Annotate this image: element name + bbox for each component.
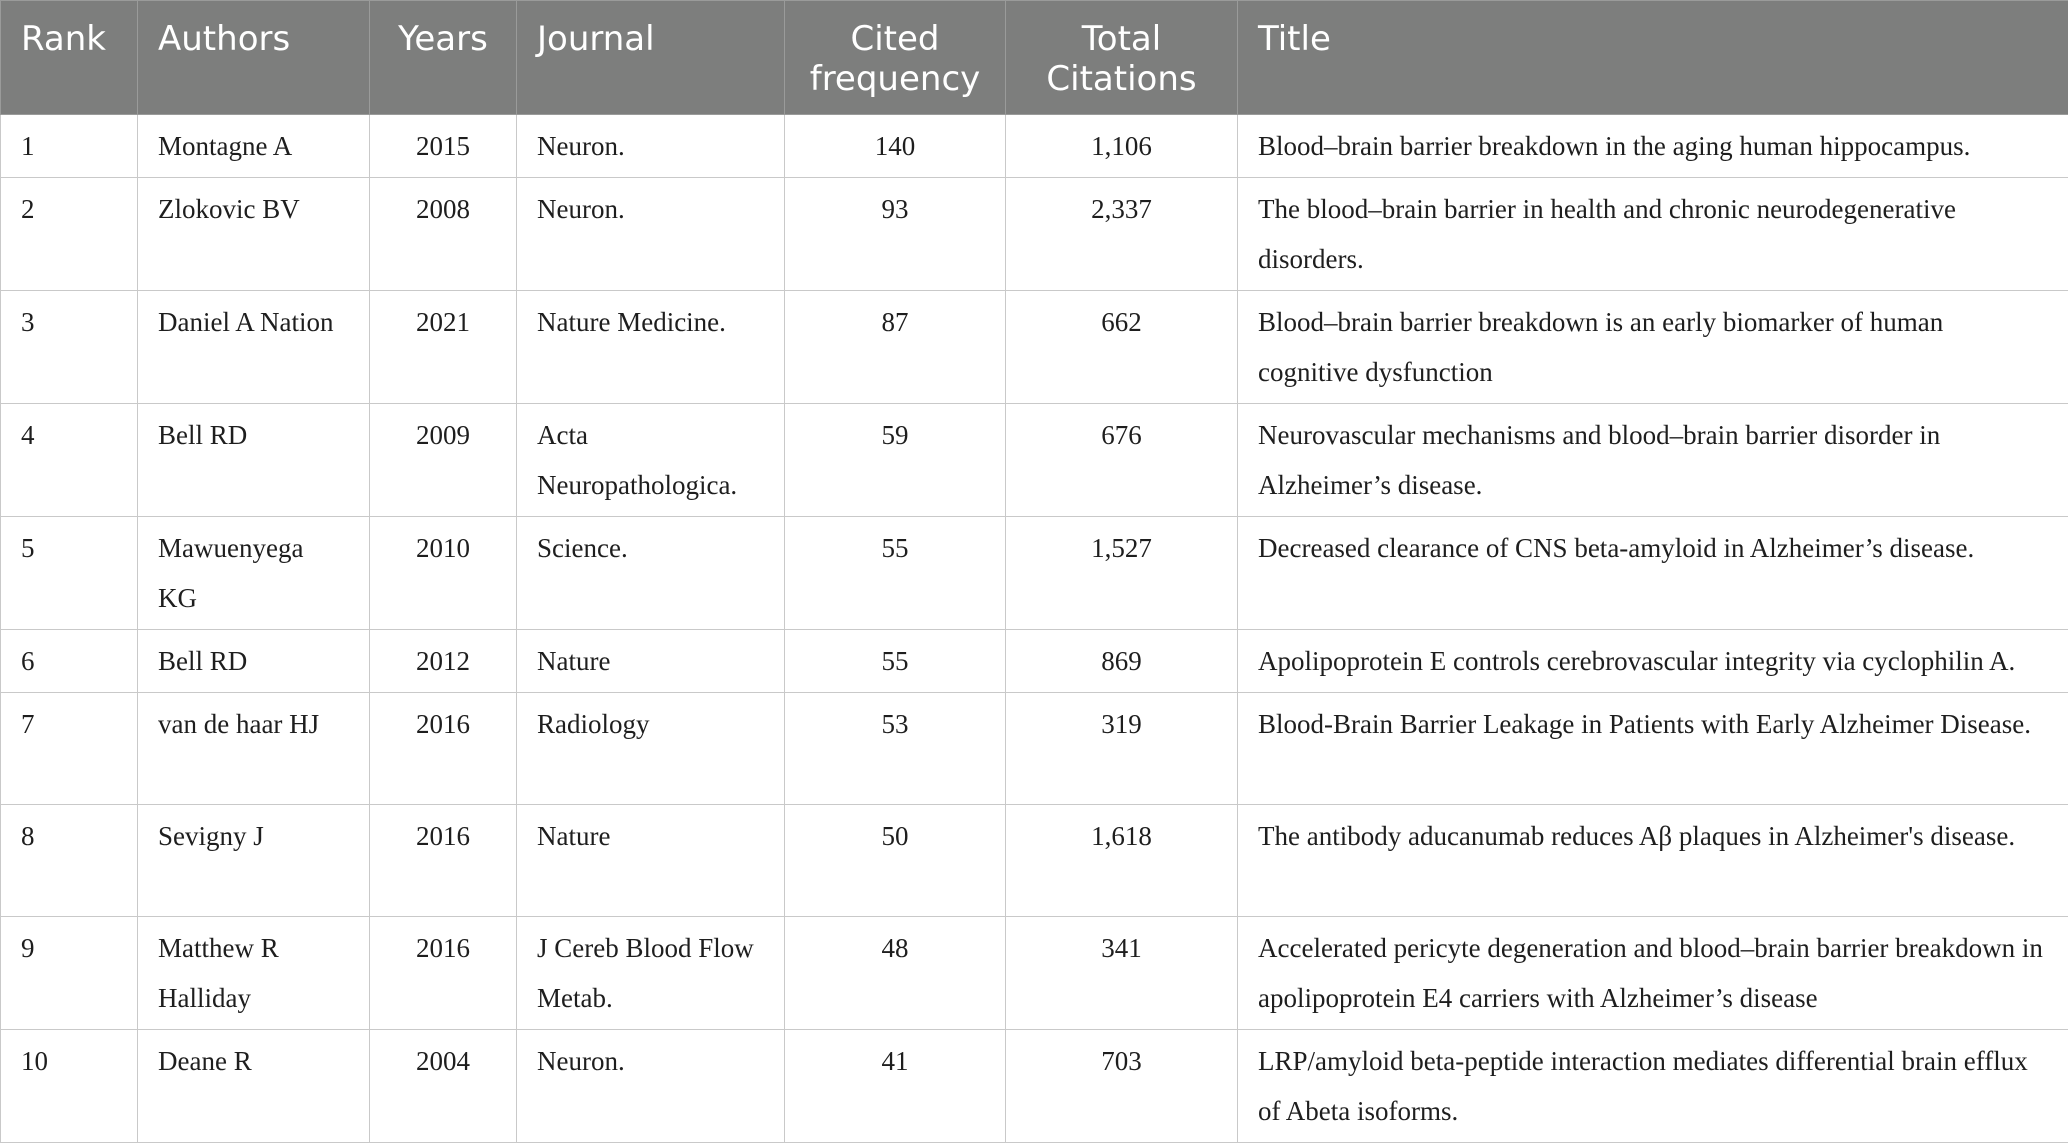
cell-authors: Montagne A <box>138 115 370 178</box>
cell-title: Blood–brain barrier breakdown is an early biomarker of human cognitive dysfunction <box>1238 291 2068 404</box>
cell-years: 2016 <box>370 917 517 1030</box>
header-authors: Authors <box>138 1 370 115</box>
table-row <box>1 404 2068 517</box>
header-total-citations: Total Citations <box>1006 1 1238 115</box>
table-row <box>1 1030 2068 1143</box>
cell-authors: van de haar HJ <box>138 693 370 805</box>
cell-title: The blood–brain barrier in health and chronic neurodegenerative disorders. <box>1238 178 2068 291</box>
cell-title: Decreased clearance of CNS beta-amyloid in Alzheimer’s disease. <box>1238 517 2068 630</box>
cell-rank: 9 <box>1 917 138 1030</box>
cell-rank: 6 <box>1 630 138 693</box>
cell-years: 2021 <box>370 291 517 404</box>
header-title: Title <box>1238 1 2068 115</box>
cell-cited-frequency: 53 <box>785 693 1006 805</box>
cell-authors: Sevigny J <box>138 805 370 917</box>
table-row <box>1 115 2068 178</box>
table-row <box>1 917 2068 1030</box>
cell-authors: Mawuenyega KG <box>138 517 370 630</box>
cell-total-citations: 1,527 <box>1006 517 1238 630</box>
cell-total-citations: 869 <box>1006 630 1238 693</box>
cell-cited-frequency: 59 <box>785 404 1006 517</box>
cell-cited-frequency: 48 <box>785 917 1006 1030</box>
cell-journal: Acta Neuropathologica. <box>517 404 785 517</box>
cell-journal: Neuron. <box>517 178 785 291</box>
cell-total-citations: 319 <box>1006 693 1238 805</box>
cell-journal: Science. <box>517 517 785 630</box>
cell-authors: Daniel A Nation <box>138 291 370 404</box>
table-row <box>1 178 2068 291</box>
cell-journal: Neuron. <box>517 115 785 178</box>
cell-journal: Nature Medicine. <box>517 291 785 404</box>
table-row <box>1 517 2068 630</box>
table-row <box>1 693 2068 805</box>
cell-journal: J Cereb Blood Flow Metab. <box>517 917 785 1030</box>
cell-cited-frequency: 93 <box>785 178 1006 291</box>
header-cited-frequency: Cited frequency <box>785 1 1006 115</box>
cell-authors: Zlokovic BV <box>138 178 370 291</box>
cell-total-citations: 1,106 <box>1006 115 1238 178</box>
cell-total-citations: 662 <box>1006 291 1238 404</box>
cell-total-citations: 2,337 <box>1006 178 1238 291</box>
cell-rank: 2 <box>1 178 138 291</box>
cell-years: 2012 <box>370 630 517 693</box>
cell-rank: 8 <box>1 805 138 917</box>
cell-years: 2009 <box>370 404 517 517</box>
cell-total-citations: 676 <box>1006 404 1238 517</box>
cell-total-citations: 703 <box>1006 1030 1238 1143</box>
header-rank: Rank <box>1 1 138 115</box>
cell-title: Accelerated pericyte degeneration and blood–brain barrier breakdown in apolipoprotein E4 carriers with Alzheimer’s disease <box>1238 917 2068 1030</box>
cell-rank: 5 <box>1 517 138 630</box>
cell-cited-frequency: 41 <box>785 1030 1006 1143</box>
cell-authors: Bell RD <box>138 630 370 693</box>
cell-years: 2016 <box>370 805 517 917</box>
cell-years: 2010 <box>370 517 517 630</box>
cell-title: Blood–brain barrier breakdown in the aging human hippocampus. <box>1238 115 2068 178</box>
cell-journal: Nature <box>517 630 785 693</box>
cell-years: 2008 <box>370 178 517 291</box>
cell-total-citations: 1,618 <box>1006 805 1238 917</box>
cell-cited-frequency: 87 <box>785 291 1006 404</box>
cell-years: 2016 <box>370 693 517 805</box>
cell-rank: 10 <box>1 1030 138 1143</box>
cell-cited-frequency: 50 <box>785 805 1006 917</box>
header-years: Years <box>370 1 517 115</box>
table-row <box>1 805 2068 917</box>
cell-rank: 1 <box>1 115 138 178</box>
cell-authors: Matthew R Halliday <box>138 917 370 1030</box>
cell-journal: Neuron. <box>517 1030 785 1143</box>
cell-years: 2015 <box>370 115 517 178</box>
cell-authors: Deane R <box>138 1030 370 1143</box>
cell-title: LRP/amyloid beta-peptide interaction mediates differential brain efflux of Abeta isoforms. <box>1238 1030 2068 1143</box>
cell-cited-frequency: 55 <box>785 630 1006 693</box>
cell-rank: 3 <box>1 291 138 404</box>
table-row <box>1 291 2068 404</box>
header-row <box>1 1 2068 115</box>
cell-cited-frequency: 55 <box>785 517 1006 630</box>
cell-journal: Radiology <box>517 693 785 805</box>
cell-years: 2004 <box>370 1030 517 1143</box>
cell-title: Blood-Brain Barrier Leakage in Patients with Early Alzheimer Disease. <box>1238 693 2068 805</box>
cell-rank: 4 <box>1 404 138 517</box>
cell-title: The antibody aducanumab reduces Aβ plaques in Alzheimer's disease. <box>1238 805 2068 917</box>
cell-journal: Nature <box>517 805 785 917</box>
cell-title: Neurovascular mechanisms and blood–brain barrier disorder in Alzheimer’s disease. <box>1238 404 2068 517</box>
header-journal: Journal <box>517 1 785 115</box>
table-row <box>1 630 2068 693</box>
cell-cited-frequency: 140 <box>785 115 1006 178</box>
cell-total-citations: 341 <box>1006 917 1238 1030</box>
cell-title: Apolipoprotein E controls cerebrovascular integrity via cyclophilin A. <box>1238 630 2068 693</box>
cell-authors: Bell RD <box>138 404 370 517</box>
cell-rank: 7 <box>1 693 138 805</box>
